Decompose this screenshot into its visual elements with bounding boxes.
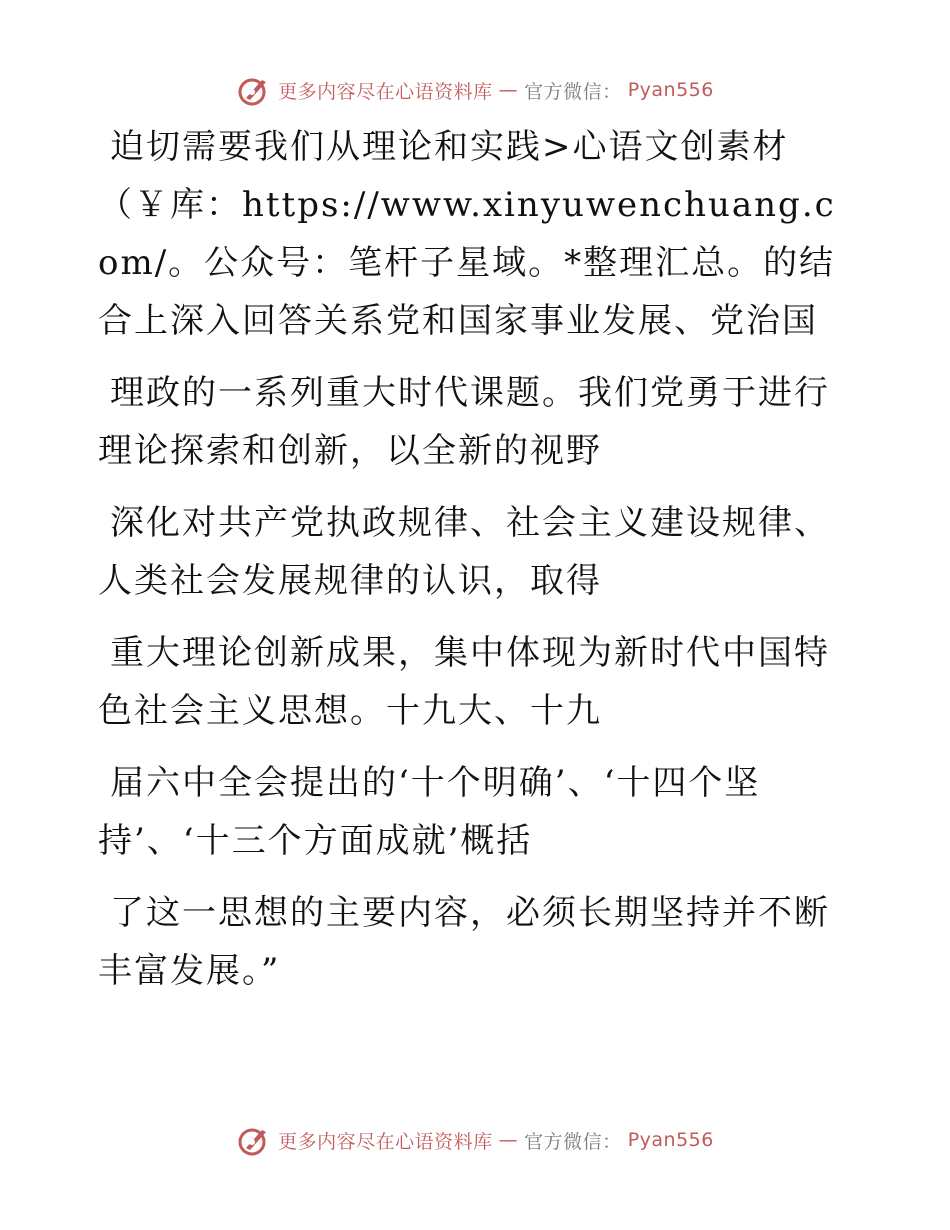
pen-logo-icon xyxy=(236,1122,272,1158)
paragraph-5: 届六中全会提出的‘十个明确’、‘十四个坚持’、‘十三个方面成就’概括 xyxy=(98,763,761,861)
paragraph-4: 重大理论创新成果，集中体现为新时代中国特色社会主义思想。十九大、十九 xyxy=(98,633,830,731)
footer-watermark xyxy=(0,1122,950,1158)
watermark-separator: — xyxy=(498,1129,519,1151)
watermark-main-text: 更多内容尽在心语资料库 xyxy=(278,1130,493,1153)
watermark-wechat-id: Pyan556 xyxy=(627,1129,714,1151)
pen-logo-icon xyxy=(236,72,272,108)
watermark-wechat-label: 官方微信： xyxy=(524,80,622,103)
watermark-wechat-label: 官方微信： xyxy=(524,1130,622,1153)
watermark-main-text: 更多内容尽在心语资料库 xyxy=(278,80,493,103)
watermark-separator: — xyxy=(498,79,519,101)
watermark-wechat-id: Pyan556 xyxy=(627,79,714,101)
paragraph-3: 深化对共产党执政规律、社会主义建设规律、人类社会发展规律的认识，取得 xyxy=(98,503,830,601)
paragraph-2: 理政的一系列重大时代课题。我们党勇于进行理论探索和创新，以全新的视野 xyxy=(98,373,830,471)
document-body xyxy=(98,118,838,1014)
paragraph-1: 迫切需要我们从理论和实践>心语文创素材（￥库：https://www.xinyuwenchuang.com/。公众号：笔杆子星域。*整理汇总。的结合上深入回答关系党和国家事业发展、党治国 xyxy=(98,127,836,341)
header-watermark xyxy=(0,72,950,108)
paragraph-6: 了这一思想的主要内容，必须长期坚持并不断丰富发展。” xyxy=(98,893,830,991)
